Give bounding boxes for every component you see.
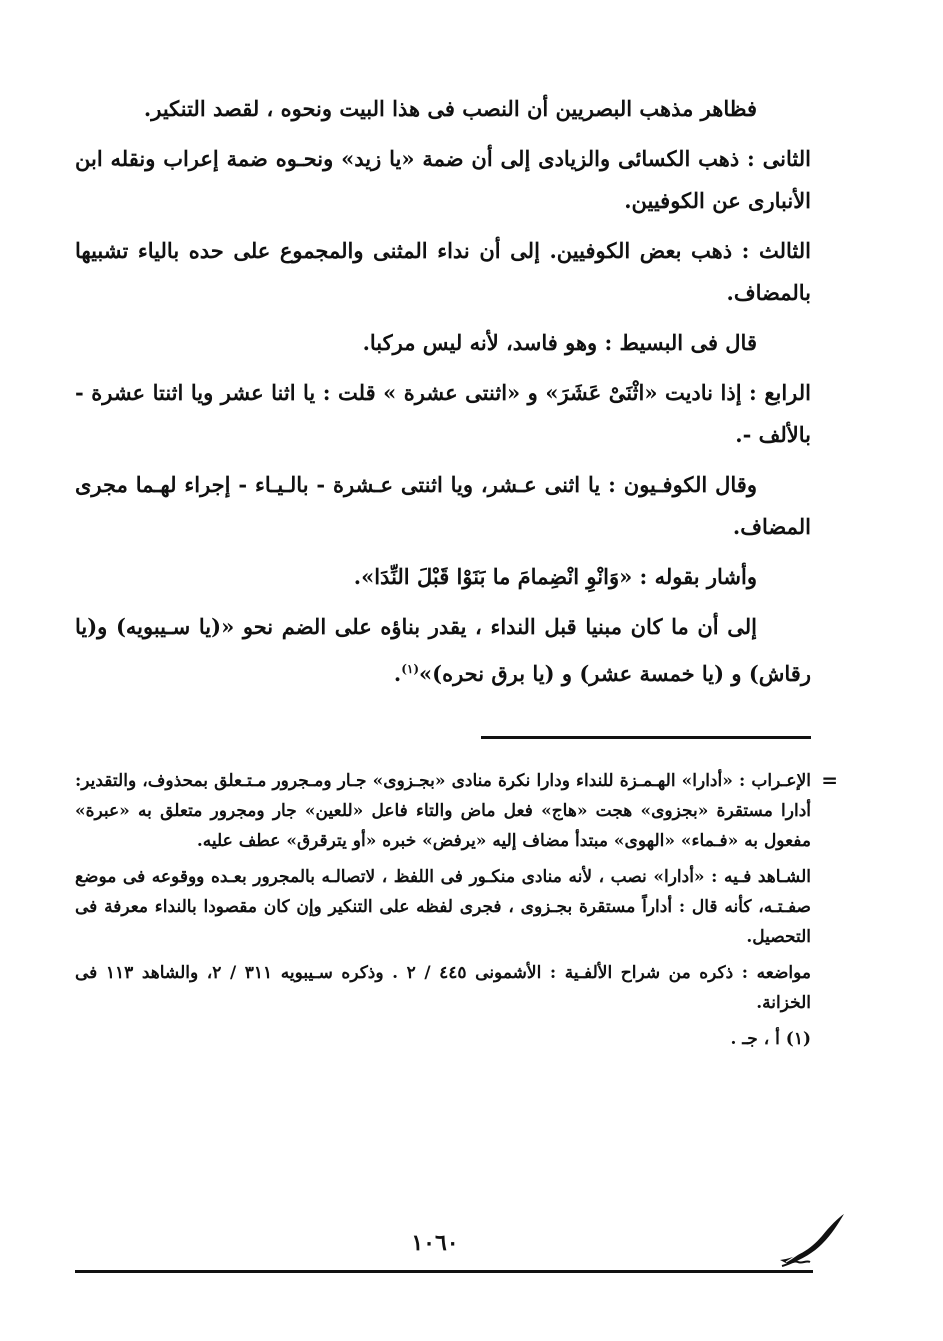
footnote-shahid: الشـاهد فـيه : «أدارا» نصب ، لأنه منادى منكـور فى اللفظ ، لاتصالـه بالمجرور بعـده ووقوعه فى موضع صفـتـه، كأنه قال : أداراً مستقرة بجـزوى ، فجرى لفظه على التنكير وإن كان مقصودا بالنداء معرفة فى التحصيل. bbox=[75, 867, 811, 947]
page-number: ١٠٦٠ bbox=[411, 1230, 459, 1256]
paragraph-7: وأشار بقوله : «وَانْوِ انْضِمامَ ما بَنَوْا قَبْلَ النِّدَا». bbox=[353, 564, 757, 589]
footnote-mawadi: مواضعه : ذكره من شراح الألفـية : الأشمونى ٤٤٥ / ٢ . وذكره سـيبويه ٣١١ / ٢، والشاهد ١١٣ فى الخزانة. bbox=[75, 963, 811, 1013]
footnote-reference: (١) bbox=[401, 662, 420, 676]
bottom-rule bbox=[75, 1270, 813, 1273]
paragraph-2: الثانى : ذهب الكسائى والزيادى إلى أن ضمة «يا زيد» ونحـوه ضمة إعراب ونقله ابن الأنبارى عن الكوفيين. bbox=[75, 146, 811, 213]
paragraph-8-end: . bbox=[393, 661, 402, 686]
paragraph-6: وقال الكوفـيون : يا اثنى عـشر، ويا اثنتى عـشرة - بالـيـاء - إجراء لهـما مجرى المضاف. bbox=[75, 472, 811, 539]
main-text-body bbox=[75, 88, 811, 703]
continuation-marker: = bbox=[821, 768, 838, 792]
paragraph-1: فظاهر مذهب البصريين أن النصب فى هذا البيت ونحوه ، لقصد التنكير. bbox=[143, 96, 757, 121]
footnote-separator bbox=[481, 736, 811, 739]
paragraph-3: الثالث : ذهب بعض الكوفيين. إلى أن نداء المثنى والمجموع على حده بالياء تشبيها بالمضاف. bbox=[75, 238, 811, 305]
quill-ornament-icon bbox=[776, 1210, 848, 1270]
footnote-irab: الإعـراب : «أدارا» الهـمـزة للنداء ودارا نكرة منادى «بجـزوى» جـار ومـجرور مـتـعلق بمحذوف، والتقدير: أدارا مستقرة «بجزوى» هجت «هاج» فعل ماض والتاء فاعل «للعين» جار ومجرور متعلق به «عبرة» مفعول به «فـماء» «الهوى» مبتدأ مضاف إليه «يرفض» خبره «أو يترقرق» عطف عليه. bbox=[75, 771, 811, 851]
footnotes-section bbox=[75, 766, 811, 1060]
paragraph-8-text: إلى أن ما كان مبنيا قبل النداء ، يقدر بناؤه على الضم نحو «(يا سـيبويه) و(يا رقاش) و (يا خمسة عشر) و (يا برق نحره)» bbox=[75, 614, 811, 686]
footnote-1: (١) أ ، جـ . bbox=[730, 1029, 811, 1049]
paragraph-4: قال فى البسيط : وهو فاسد، لأنه ليس مركبا. bbox=[362, 330, 757, 355]
paragraph-5: الرابع : إذا ناديت «اثْنَىْ عَشَرَ» و «اثنتى عشرة » قلت : يا اثنا عشر ويا اثنتا عشرة - بالألف -. bbox=[75, 380, 811, 447]
paragraph-8 bbox=[75, 606, 811, 695]
